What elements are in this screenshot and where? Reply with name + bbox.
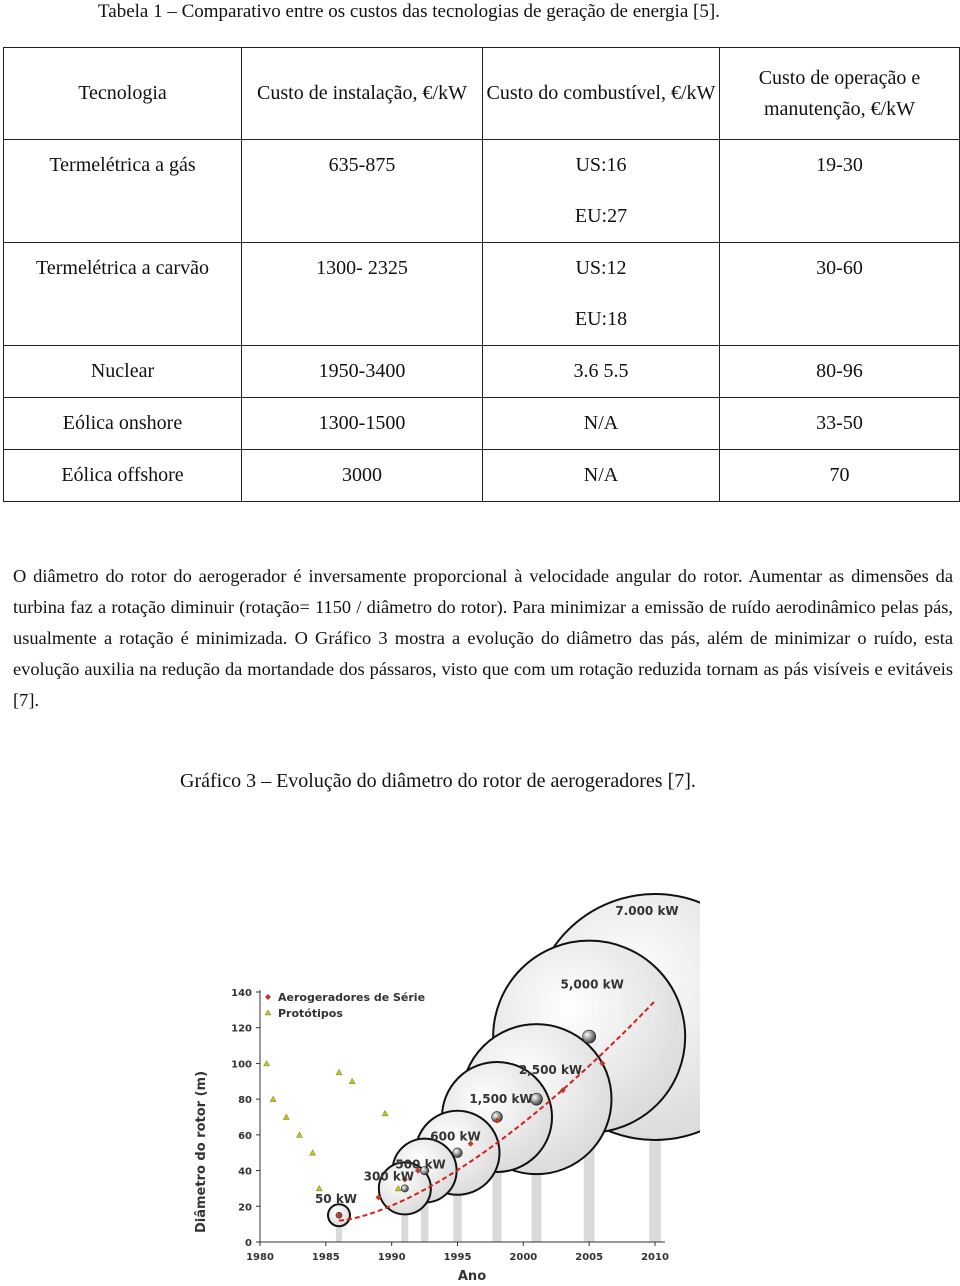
turbine-power-label: 2,500 kW [518, 1063, 583, 1078]
cell-tecnologia [4, 140, 242, 243]
turbine-power-label: 5,000 kW [560, 977, 624, 992]
x-tick-label: 2010 [641, 1252, 669, 1263]
turbine-hub [583, 1030, 596, 1043]
chart-caption: Gráfico 3 – Evolução do diâmetro do rotor de aerogeradores [7]. [180, 770, 696, 792]
prototype-point [270, 1096, 276, 1102]
cell-instalacao [242, 398, 483, 450]
fuel-cost-value: N/A [583, 412, 619, 434]
y-tick-label: 20 [238, 1202, 252, 1214]
cost-comparison-table [3, 47, 960, 502]
cell-instalacao-text: 1300- 2325 [316, 257, 408, 279]
y-tick-label: 0 [245, 1238, 252, 1249]
header-om: Custo de operação e manutenção, €/kW [720, 48, 960, 140]
prototype-point [297, 1132, 303, 1138]
y-axis-title: Diâmetro do rotor (m) [194, 1070, 209, 1234]
fuel-cost-value: EU:18 [574, 308, 628, 330]
x-tick-label: 1995 [443, 1252, 472, 1263]
cell-tecnologia [4, 346, 242, 398]
y-tick-label: 140 [231, 988, 252, 999]
table-row [4, 243, 960, 346]
cell-combustivel [483, 140, 720, 243]
fuel-cost-value: US:16 [575, 154, 627, 176]
cell-instalacao [242, 140, 483, 243]
legend-marker-series [265, 994, 271, 1000]
turbine-power-label: 7.000 kW [615, 904, 679, 918]
cell-om-text: 19-30 [816, 154, 863, 176]
cell-tecnologia-text: Termelétrica a gás [49, 154, 196, 176]
header-instalacao: Custo de instalação, €/kW [242, 48, 483, 140]
prototype-point [336, 1069, 342, 1075]
cell-tecnologia-text: Nuclear [90, 360, 155, 382]
prototype-point [310, 1150, 316, 1156]
header-tecnologia: Tecnologia [4, 48, 242, 140]
cell-om [720, 450, 960, 502]
x-tick-label: 1990 [377, 1252, 406, 1263]
cell-combustivel [483, 398, 720, 450]
fuel-cost-value: N/A [583, 464, 619, 486]
cell-combustivel [483, 346, 720, 398]
prototype-point [283, 1114, 289, 1120]
cell-om [720, 398, 960, 450]
prototype-point [349, 1078, 355, 1084]
cell-tecnologia [4, 450, 242, 502]
header-combustivel: Custo do combustível, €/kW [483, 48, 720, 140]
y-tick-label: 40 [238, 1166, 252, 1178]
cell-instalacao [242, 450, 483, 502]
cell-tecnologia-text: Eólica offshore [61, 464, 184, 486]
x-axis-title: Ano [457, 1269, 487, 1284]
cell-instalacao-text: 1950-3400 [318, 360, 406, 382]
cell-instalacao [242, 346, 483, 398]
turbine-power-label: 300 kW [363, 1169, 415, 1184]
cell-om [720, 140, 960, 243]
cell-instalacao-text: 1300-1500 [318, 412, 406, 434]
turbine-hub [453, 1148, 463, 1158]
y-tick-label: 100 [231, 1059, 252, 1071]
prototype-point [264, 1060, 270, 1066]
table-header-row [4, 48, 960, 140]
fuel-cost-value: US:12 [575, 257, 627, 279]
fuel-cost-value: EU:27 [574, 205, 628, 227]
y-tick-label: 120 [231, 1023, 252, 1035]
table-body [4, 140, 960, 502]
cell-om-text: 33-50 [816, 412, 863, 434]
y-tick-label: 60 [238, 1130, 252, 1142]
cell-tecnologia-text: Termelétrica a carvão [36, 257, 209, 279]
x-tick-label: 2005 [575, 1252, 604, 1263]
x-tick-label: 2000 [509, 1252, 538, 1263]
turbine-power-label: 1,500 kW [469, 1092, 533, 1106]
table-row [4, 140, 960, 243]
turbine-hub [401, 1185, 408, 1192]
table-row [4, 346, 960, 398]
turbine-power-label: 50 kW [314, 1192, 358, 1207]
table-row [4, 450, 960, 502]
cell-instalacao-text: 635-875 [328, 154, 396, 176]
cell-om [720, 243, 960, 346]
cell-tecnologia-text: Eólica onshore [62, 412, 183, 434]
fuel-cost-value: 3.6 5.5 [573, 360, 629, 382]
table-row [4, 398, 960, 450]
cell-om-text: 70 [829, 464, 850, 486]
cell-combustivel [483, 243, 720, 346]
turbine-power-label: 500 kW [395, 1157, 446, 1172]
turbine-power-label: 600 kW [430, 1129, 481, 1144]
rotor-diameter-chart [180, 860, 700, 1286]
cell-om-text: 80-96 [816, 360, 863, 382]
x-tick-label: 1985 [311, 1252, 340, 1263]
y-tick-label: 80 [238, 1095, 252, 1107]
body-paragraph: O diâmetro do rotor do aerogerador é inversamente proporcional à velocidade angular do rotor. Aumentar as dimensões da turbina faz a rotação diminuir (rotação= 1150 / diâmetro do rotor). Para minimizar a emissão de ruído aerodinâmico pelas pás, usualmente a rotação é minimizada. O Gráfico 3 mostra a evolução do diâmetro das pás, além de minimizar o ruído, esta evolução auxilia na redução da mortandade dos pássaros, visto que com um rotação reduzida tornam as pás visíveis e evitáveis [7]. [13, 566, 953, 710]
cell-instalacao [242, 243, 483, 346]
cell-instalacao-text: 3000 [342, 464, 382, 486]
cell-tecnologia [4, 398, 242, 450]
table-caption: Tabela 1 – Comparativo entre os custos das tecnologias de geração de energia [5]. [98, 1, 720, 22]
cell-combustivel [483, 450, 720, 502]
x-tick-label: 1980 [246, 1252, 274, 1263]
legend-series-label: Aerogeradores de Série [278, 991, 426, 1004]
prototype-point [382, 1110, 388, 1116]
cell-om [720, 346, 960, 398]
prototype-point [316, 1185, 322, 1191]
legend-prototype-label: Protótipos [278, 1007, 343, 1020]
cell-tecnologia [4, 243, 242, 346]
legend-marker-prototype [265, 1010, 271, 1015]
cell-om-text: 30-60 [816, 257, 863, 279]
